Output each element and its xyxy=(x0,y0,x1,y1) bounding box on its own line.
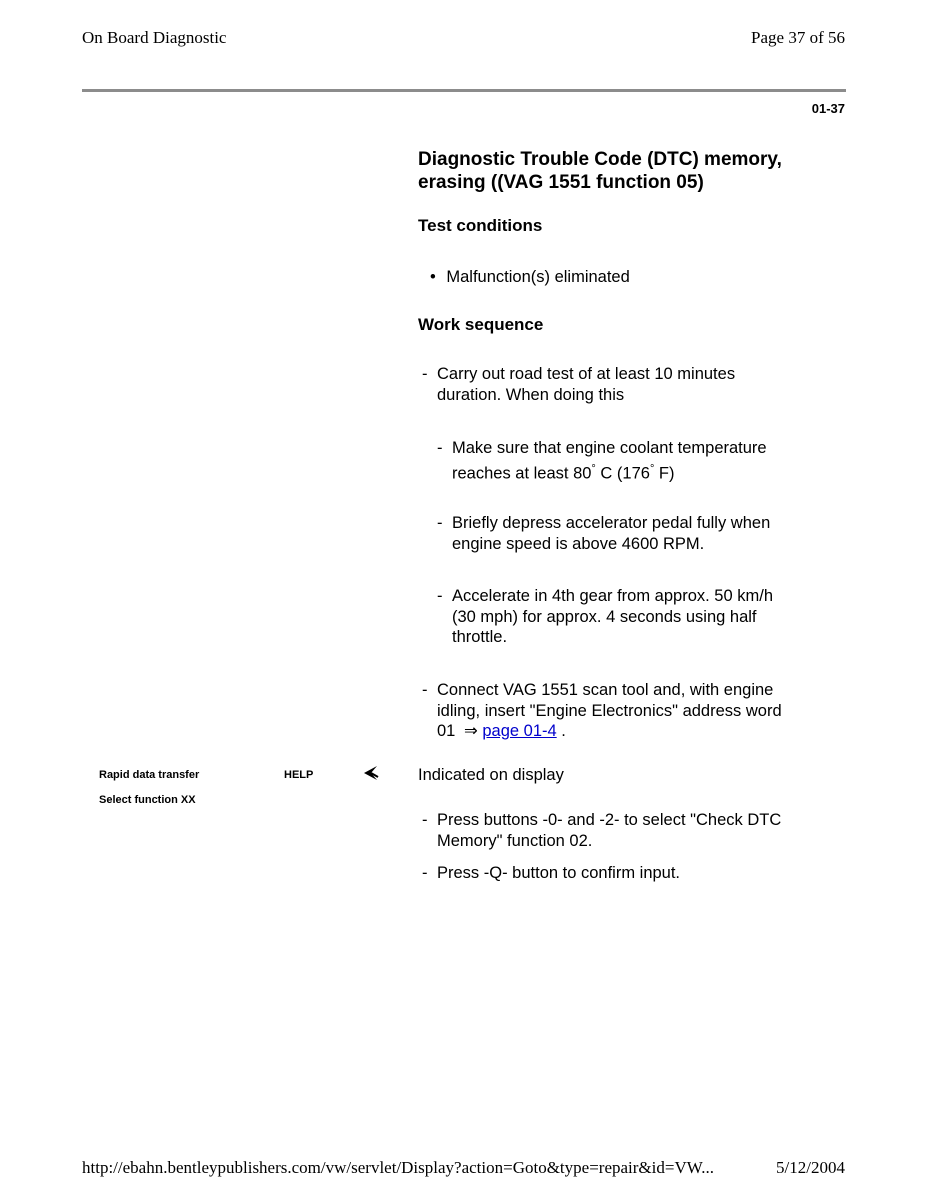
section-code: 01-37 xyxy=(811,101,845,116)
indicated-on-display: Indicated on display xyxy=(418,766,564,784)
step-text-line: duration. When doing this xyxy=(437,385,625,404)
work-step-select-function xyxy=(422,810,781,851)
dash-marker: - xyxy=(422,681,428,699)
test-condition-item xyxy=(430,267,630,288)
sentence-end: . xyxy=(556,722,566,740)
work-substep-4th-gear xyxy=(437,586,773,648)
dash-marker: - xyxy=(422,864,428,882)
address-word-value: 01 xyxy=(437,722,456,740)
page-title-line-1: Diagnostic Trouble Code (DTC) memory, xyxy=(418,149,782,170)
step-text-line: throttle. xyxy=(452,628,508,646)
header-page-number: Page 37 of 56 xyxy=(751,28,845,47)
work-step-road-test xyxy=(422,364,735,405)
step-text-line: Connect VAG 1551 scan tool and, with engine xyxy=(437,681,774,699)
temp-celsius-label: reaches at least 80 xyxy=(452,464,592,482)
step-text-line: engine speed is above 4600 RPM. xyxy=(452,534,705,553)
footer-url: http://ebahn.bentleypublishers.com/vw/servlet/Display?action=Goto&type=repair&id=VW... xyxy=(82,1158,714,1177)
dash-marker: - xyxy=(437,439,443,457)
work-sequence-heading: Work sequence xyxy=(418,315,544,334)
temp-close-label: F) xyxy=(654,464,675,482)
footer-date: 5/12/2004 xyxy=(776,1158,845,1177)
work-substep-accelerator xyxy=(437,513,770,554)
step-text-line: Press -Q- button to confirm input. xyxy=(437,864,681,882)
dash-marker: - xyxy=(437,587,443,605)
dash-marker: - xyxy=(437,514,443,532)
step-text-line: (30 mph) for approx. 4 seconds using half xyxy=(452,607,757,626)
page-title-line-2: erasing ((VAG 1551 function 05) xyxy=(418,172,704,193)
dash-marker: - xyxy=(422,811,428,829)
temp-fahrenheit-label: C (176 xyxy=(595,464,650,482)
test-condition-text: Malfunction(s) eliminated xyxy=(446,268,630,286)
step-text-line: Press buttons -0- and -2- to select "Check DTC xyxy=(437,811,782,829)
degree-symbol: ° xyxy=(649,462,655,475)
test-conditions-heading: Test conditions xyxy=(418,216,543,235)
display-line-2: Select function XX xyxy=(99,794,196,806)
display-line-1-left: Rapid data transfer xyxy=(99,769,200,781)
header-divider xyxy=(82,89,846,92)
dash-marker: - xyxy=(422,365,428,383)
step-text-line: Accelerate in 4th gear from approx. 50 km/h xyxy=(452,587,773,605)
page-reference-link[interactable]: page 01-4 xyxy=(482,722,557,740)
step-text-line: Briefly depress accelerator pedal fully when xyxy=(452,514,771,532)
step-text-line xyxy=(437,721,782,742)
work-substep-coolant xyxy=(437,438,767,484)
header-document-title: On Board Diagnostic xyxy=(82,28,227,47)
degree-symbol: ° xyxy=(591,462,596,475)
pointer-arrow-icon xyxy=(362,765,380,781)
bullet-icon: • xyxy=(430,268,436,286)
work-step-connect-scan-tool xyxy=(422,680,782,742)
work-step-confirm-input xyxy=(422,863,680,884)
step-text-line: Memory" function 02. xyxy=(437,831,593,850)
step-text-line xyxy=(452,459,767,484)
step-text-line: idling, insert "Engine Electronics" address word xyxy=(437,701,782,720)
step-text-line: Make sure that engine coolant temperature xyxy=(452,439,767,457)
display-line-1-right: HELP xyxy=(284,769,314,781)
step-text-line: Carry out road test of at least 10 minutes xyxy=(437,365,736,383)
arrow-right-icon: ⇒ xyxy=(463,722,478,740)
page-title xyxy=(418,148,838,194)
